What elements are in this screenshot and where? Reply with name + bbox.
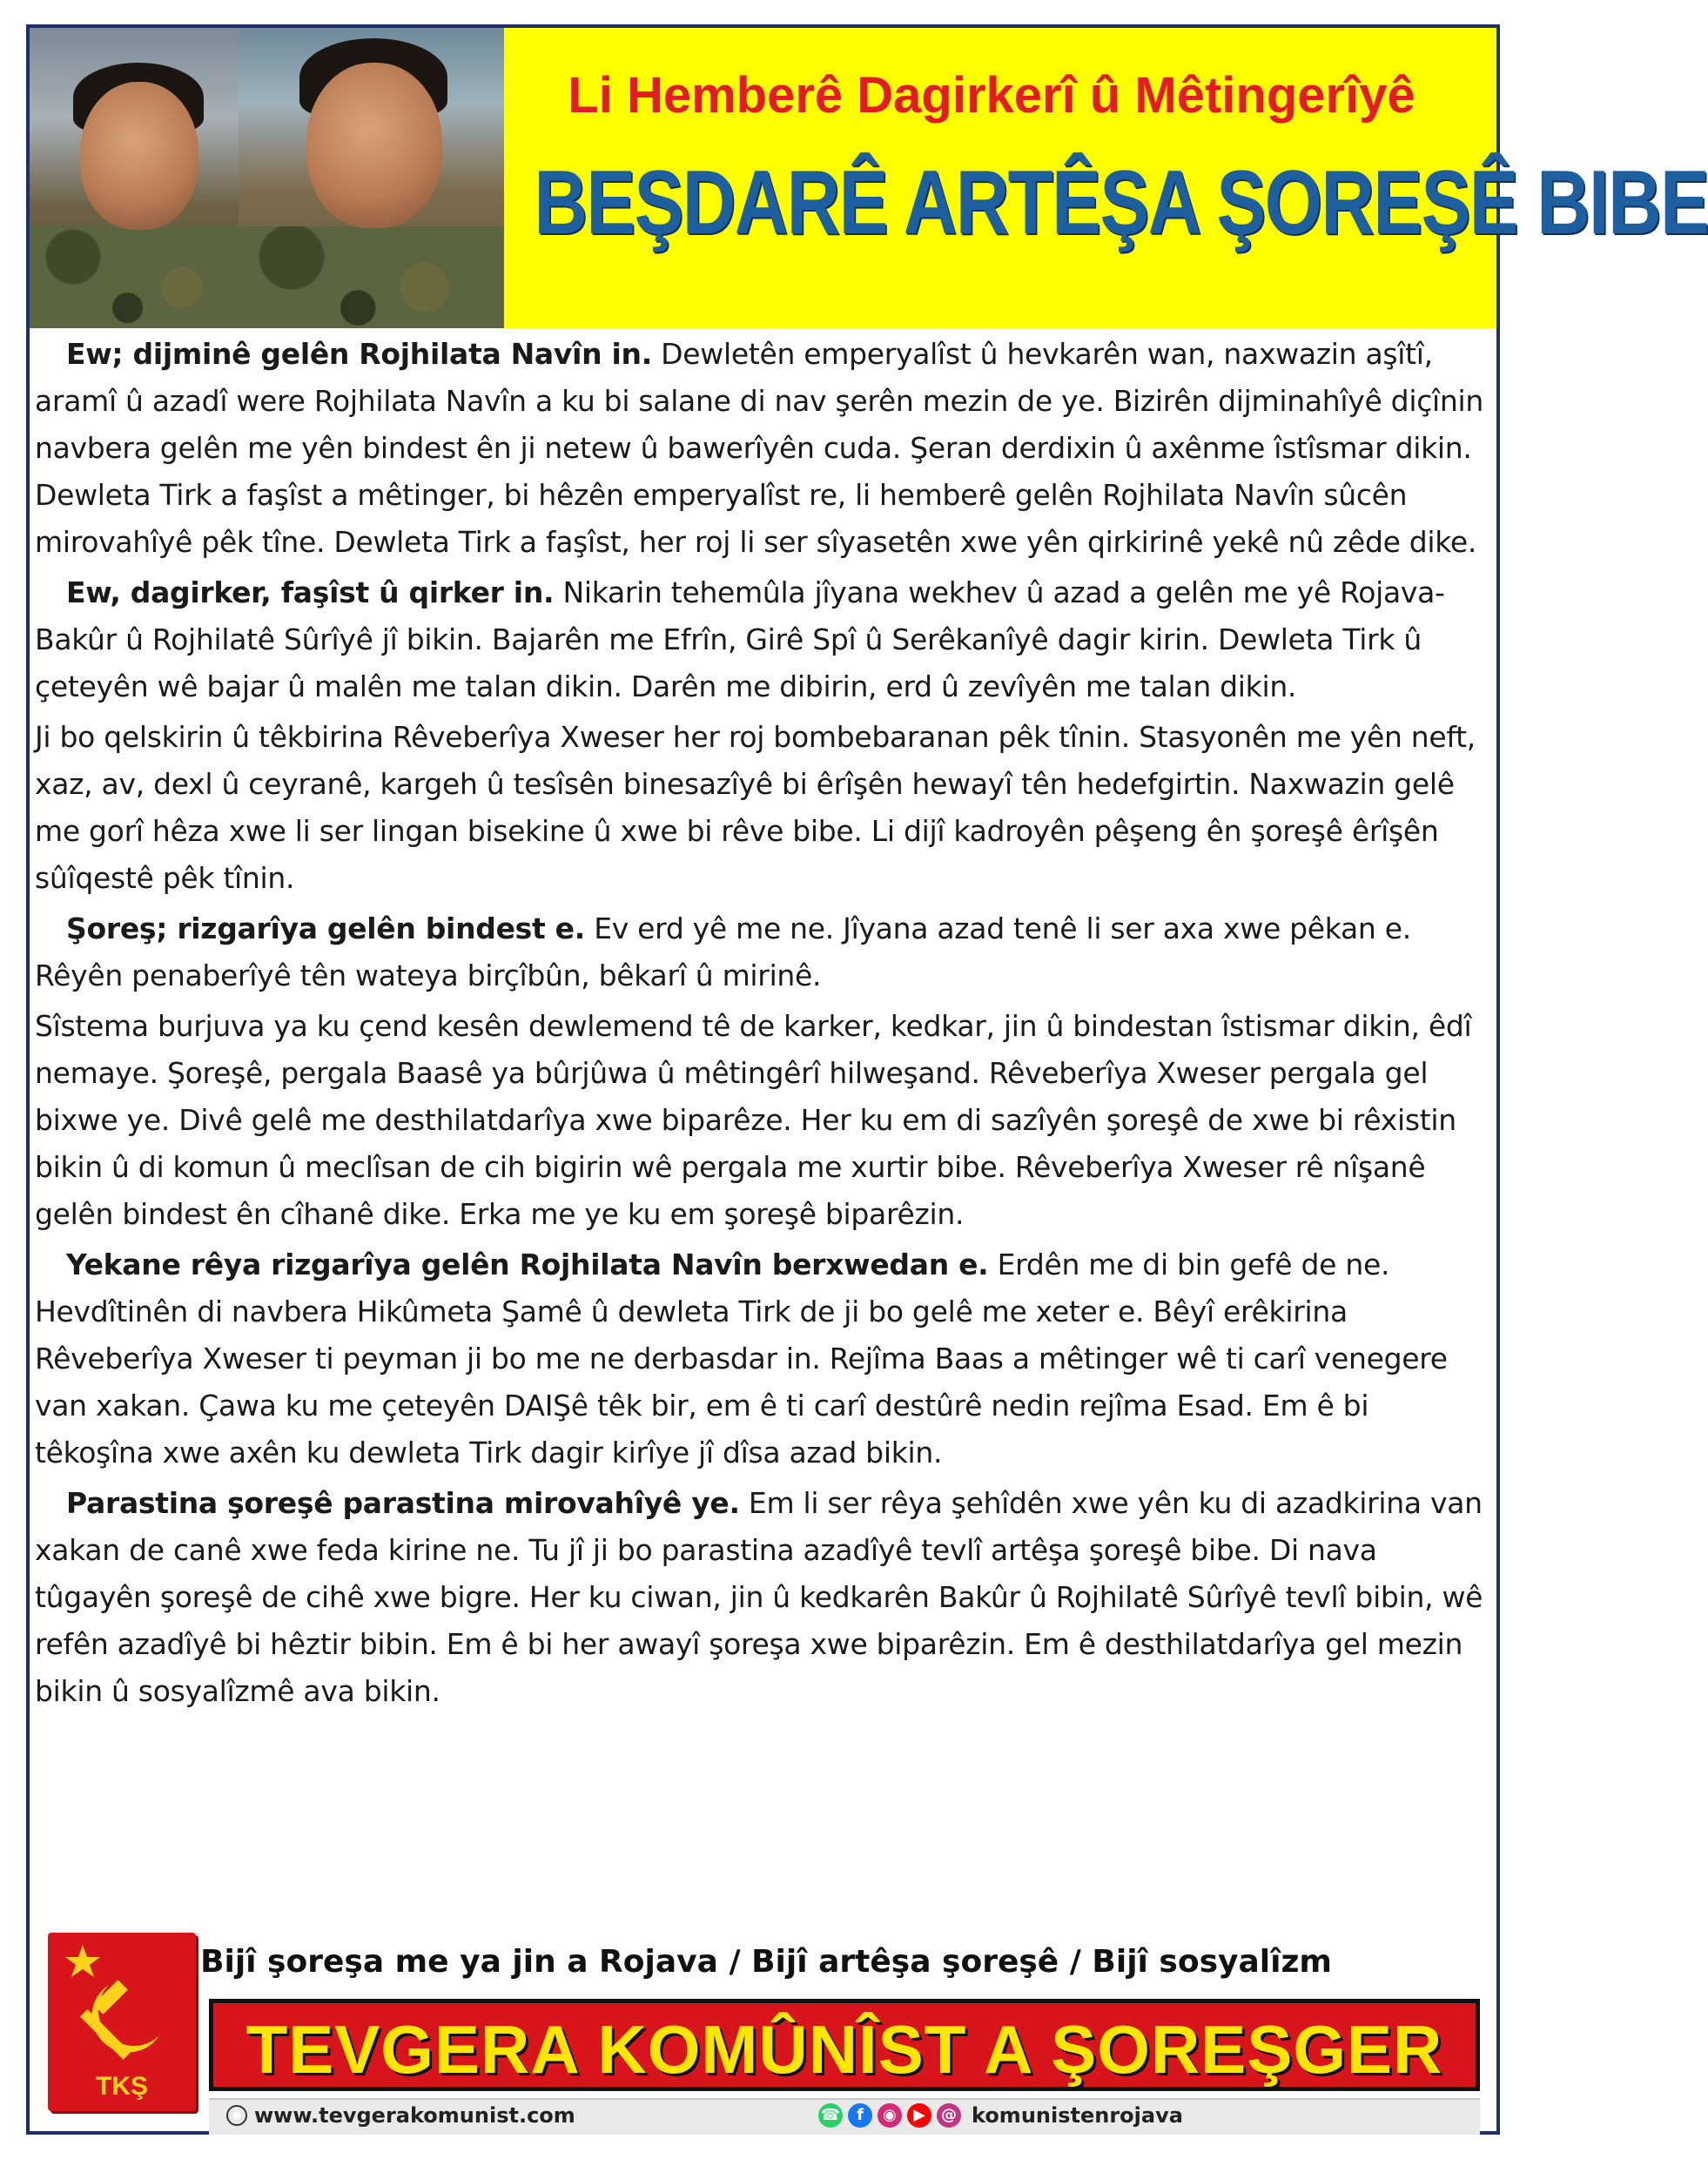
header-banner bbox=[30, 28, 1708, 328]
paragraph-6 bbox=[35, 1241, 1493, 1476]
logo-abbreviation: TKŞ bbox=[96, 2072, 148, 2101]
threads-icon[interactable]: @ bbox=[937, 2103, 961, 2128]
hammer-sickle-logo bbox=[48, 1933, 196, 2111]
paragraph-2 bbox=[35, 569, 1493, 710]
portrait-photo-left bbox=[30, 28, 247, 328]
website[interactable] bbox=[226, 2103, 575, 2128]
hammer-sickle-icon bbox=[48, 1933, 196, 2072]
paragraph-text: Erdên me di bin gefê de ne. Hevdîtinên di navbera Hikûmeta Şamê û dewleta Tirk de ji bo gelê me xeter e. Bêyî erêkirina Rêveberîya Xweser ti peyman ji bo me ne derbasdar in. Rejîma Baas a mêtinger wê ti carî venegere van xakan. Çawa ku me çeteyên DAIŞê têk bir, em ê ti carî destûrê nedin rejîma Esad. Em ê bi têkoşîna xwe axên ku dewleta Tirk dagir kirîye jî dîsa azad bikin. bbox=[35, 1248, 1448, 1470]
slogan: Bijî şoreşa me ya jin a Rojava / Bijî artêşa şoreşê / Bijî sosyalîzm bbox=[200, 1944, 1332, 1980]
header-title: BEŞDARÊ ARTÊŞA ŞOREŞÊ BIBE bbox=[534, 152, 1708, 253]
header-subtitle: Li Hemberê Dagirkerî û Mêtingerîyê bbox=[568, 67, 1415, 124]
paragraph-4 bbox=[35, 905, 1493, 999]
paragraph-lead: Ew, dagirker, faşîst û qirker in. bbox=[66, 575, 555, 609]
paragraph-7 bbox=[35, 1480, 1493, 1715]
paragraph-lead: Yekane rêya rizgarîya gelên Rojhilata Navîn berxwedan e. bbox=[66, 1248, 989, 1281]
organization-banner bbox=[209, 1999, 1480, 2091]
paragraph-1 bbox=[35, 331, 1493, 566]
social-links bbox=[818, 2103, 1183, 2128]
paragraph-text: Dewletên emperyalîst û hevkarên wan, naxwazin aşîtî, aramî û azadî were Rojhilata Navîn a ku bi salane di nav şerên mezin de ye. Bizirên dijminahîyê diçînin navbera gelên me yên bindest ên ji netew û bawerîyên cuda. Şeran derdixin û axênme îstîsmar dikin. Dewleta Tirk a faşîst a mêtinger, bi hêzên emperyalîst re, li hemberê gelên Rojhilata Navîn sûcên mirovahîyê pêk tîne. Dewleta Tirk a faşîst, her roj li ser sîyasetên xwe yên qirkirinê yekê nû zêde dike. bbox=[35, 337, 1484, 559]
paragraph-text: Ji bo qelskirin û têkbirina Rêveberîya Xweser her roj bombebaranan pêk tînin. Stasyonên me yên neft, xaz, av, dexl û ceyranê, kargeh û tesîsên binesazîyê bi êrîşên hewayî tên hedefgirtin. Naxwazin gelê me gorî hêza xwe li ser lingan bisekine û xwe bi rêve bibe. Li dijî kadroyên pêşeng ên şoreşê êrîşên sûîqestê pêk tînin. bbox=[35, 720, 1476, 895]
paragraph-text: Ev erd yê me ne. Jîyana azad tenê li ser axa xwe pêkan e. Rêyên penaberîyê tên wateya birçîbûn, bêkarî û mirinê. bbox=[35, 911, 1411, 992]
instagram-icon[interactable]: ◉ bbox=[878, 2103, 902, 2128]
paragraph-lead: Şoreş; rizgarîya gelên bindest e. bbox=[66, 911, 585, 945]
article-body bbox=[35, 331, 1493, 1718]
paragraph-text: Nikarin tehemûla jîyana wekhev û azad a gelên me yê Rojava-Bakûr û Rojhilatê Sûrîyê jî bikin. Bajarên me Efrîn, Girê Spî û Serêkanîyê dagir kirin. Dewleta Tirk û çeteyên wê bajar û malên me talan dikin. Darên me dibirin, erd û zevîyên me talan dikin. bbox=[35, 575, 1445, 703]
paragraph-lead: Ew; dijminê gelên Rojhilata Navîn in. bbox=[66, 337, 652, 371]
paragraph-text: Sîstema burjuva ya ku çend kesên dewlemend tê de karker, kedkar, jin û bindestan îstismar dikin, êdî nemaye. Şoreşê, pergala Baasê ya bûrjûwa û mêtingêrî hilweşand. Rêveberîya Xweser pergala gel bixwe ye. Divê gelê me desthilatdarîya xwe biparêze. Her ku em di sazîyên şoreşê de xwe bi rêxistin bikin û di komun û meclîsan de cih bigirin wê pergala me xurtir bibe. Rêveberîya Xweser rê nîşanê gelên bindest ên cîhanê dike. Erka me ye ku em şoreşê biparêzin. bbox=[35, 1009, 1472, 1231]
facebook-icon[interactable]: f bbox=[848, 2103, 872, 2128]
social-handle[interactable]: komunistenrojava bbox=[972, 2103, 1183, 2128]
portrait-photo-right bbox=[239, 28, 504, 328]
organization-name: TEVGERA KOMÛNÎST A ŞOREŞGER bbox=[245, 2011, 1443, 2088]
paragraph-3 bbox=[35, 714, 1493, 902]
paragraph-lead: Parastina şoreşê parastina mirovahîyê ye. bbox=[66, 1486, 740, 1520]
youtube-icon[interactable]: ▶ bbox=[907, 2103, 931, 2128]
paragraph-5 bbox=[35, 1003, 1493, 1238]
contact-bar bbox=[209, 2098, 1480, 2135]
globe-icon bbox=[226, 2105, 247, 2126]
paragraph-text: Em li ser rêya şehîdên xwe yên ku di azadkirina van xakan de canê xwe feda kirine ne. Tu jî ji bo parastina azadîyê tevlî artêşa şoreşê bibe. Di nava tûgayên şoreşê de cihê xwe bigre. Her ku ciwan, jin û kedkarên Bakûr û Rojhilatê Sûrîyê tevlî bibin, wê refên azadîyê bi hêztir bibin. Em ê bi her awayî şoreşa xwe biparêzin. Em ê desthilatdarîya gel mezin bikin û sosyalîzmê ava bikin. bbox=[35, 1486, 1483, 1708]
whatsapp-icon[interactable]: ☎ bbox=[818, 2103, 843, 2128]
website-url[interactable]: www.tevgerakomunist.com bbox=[254, 2103, 575, 2128]
